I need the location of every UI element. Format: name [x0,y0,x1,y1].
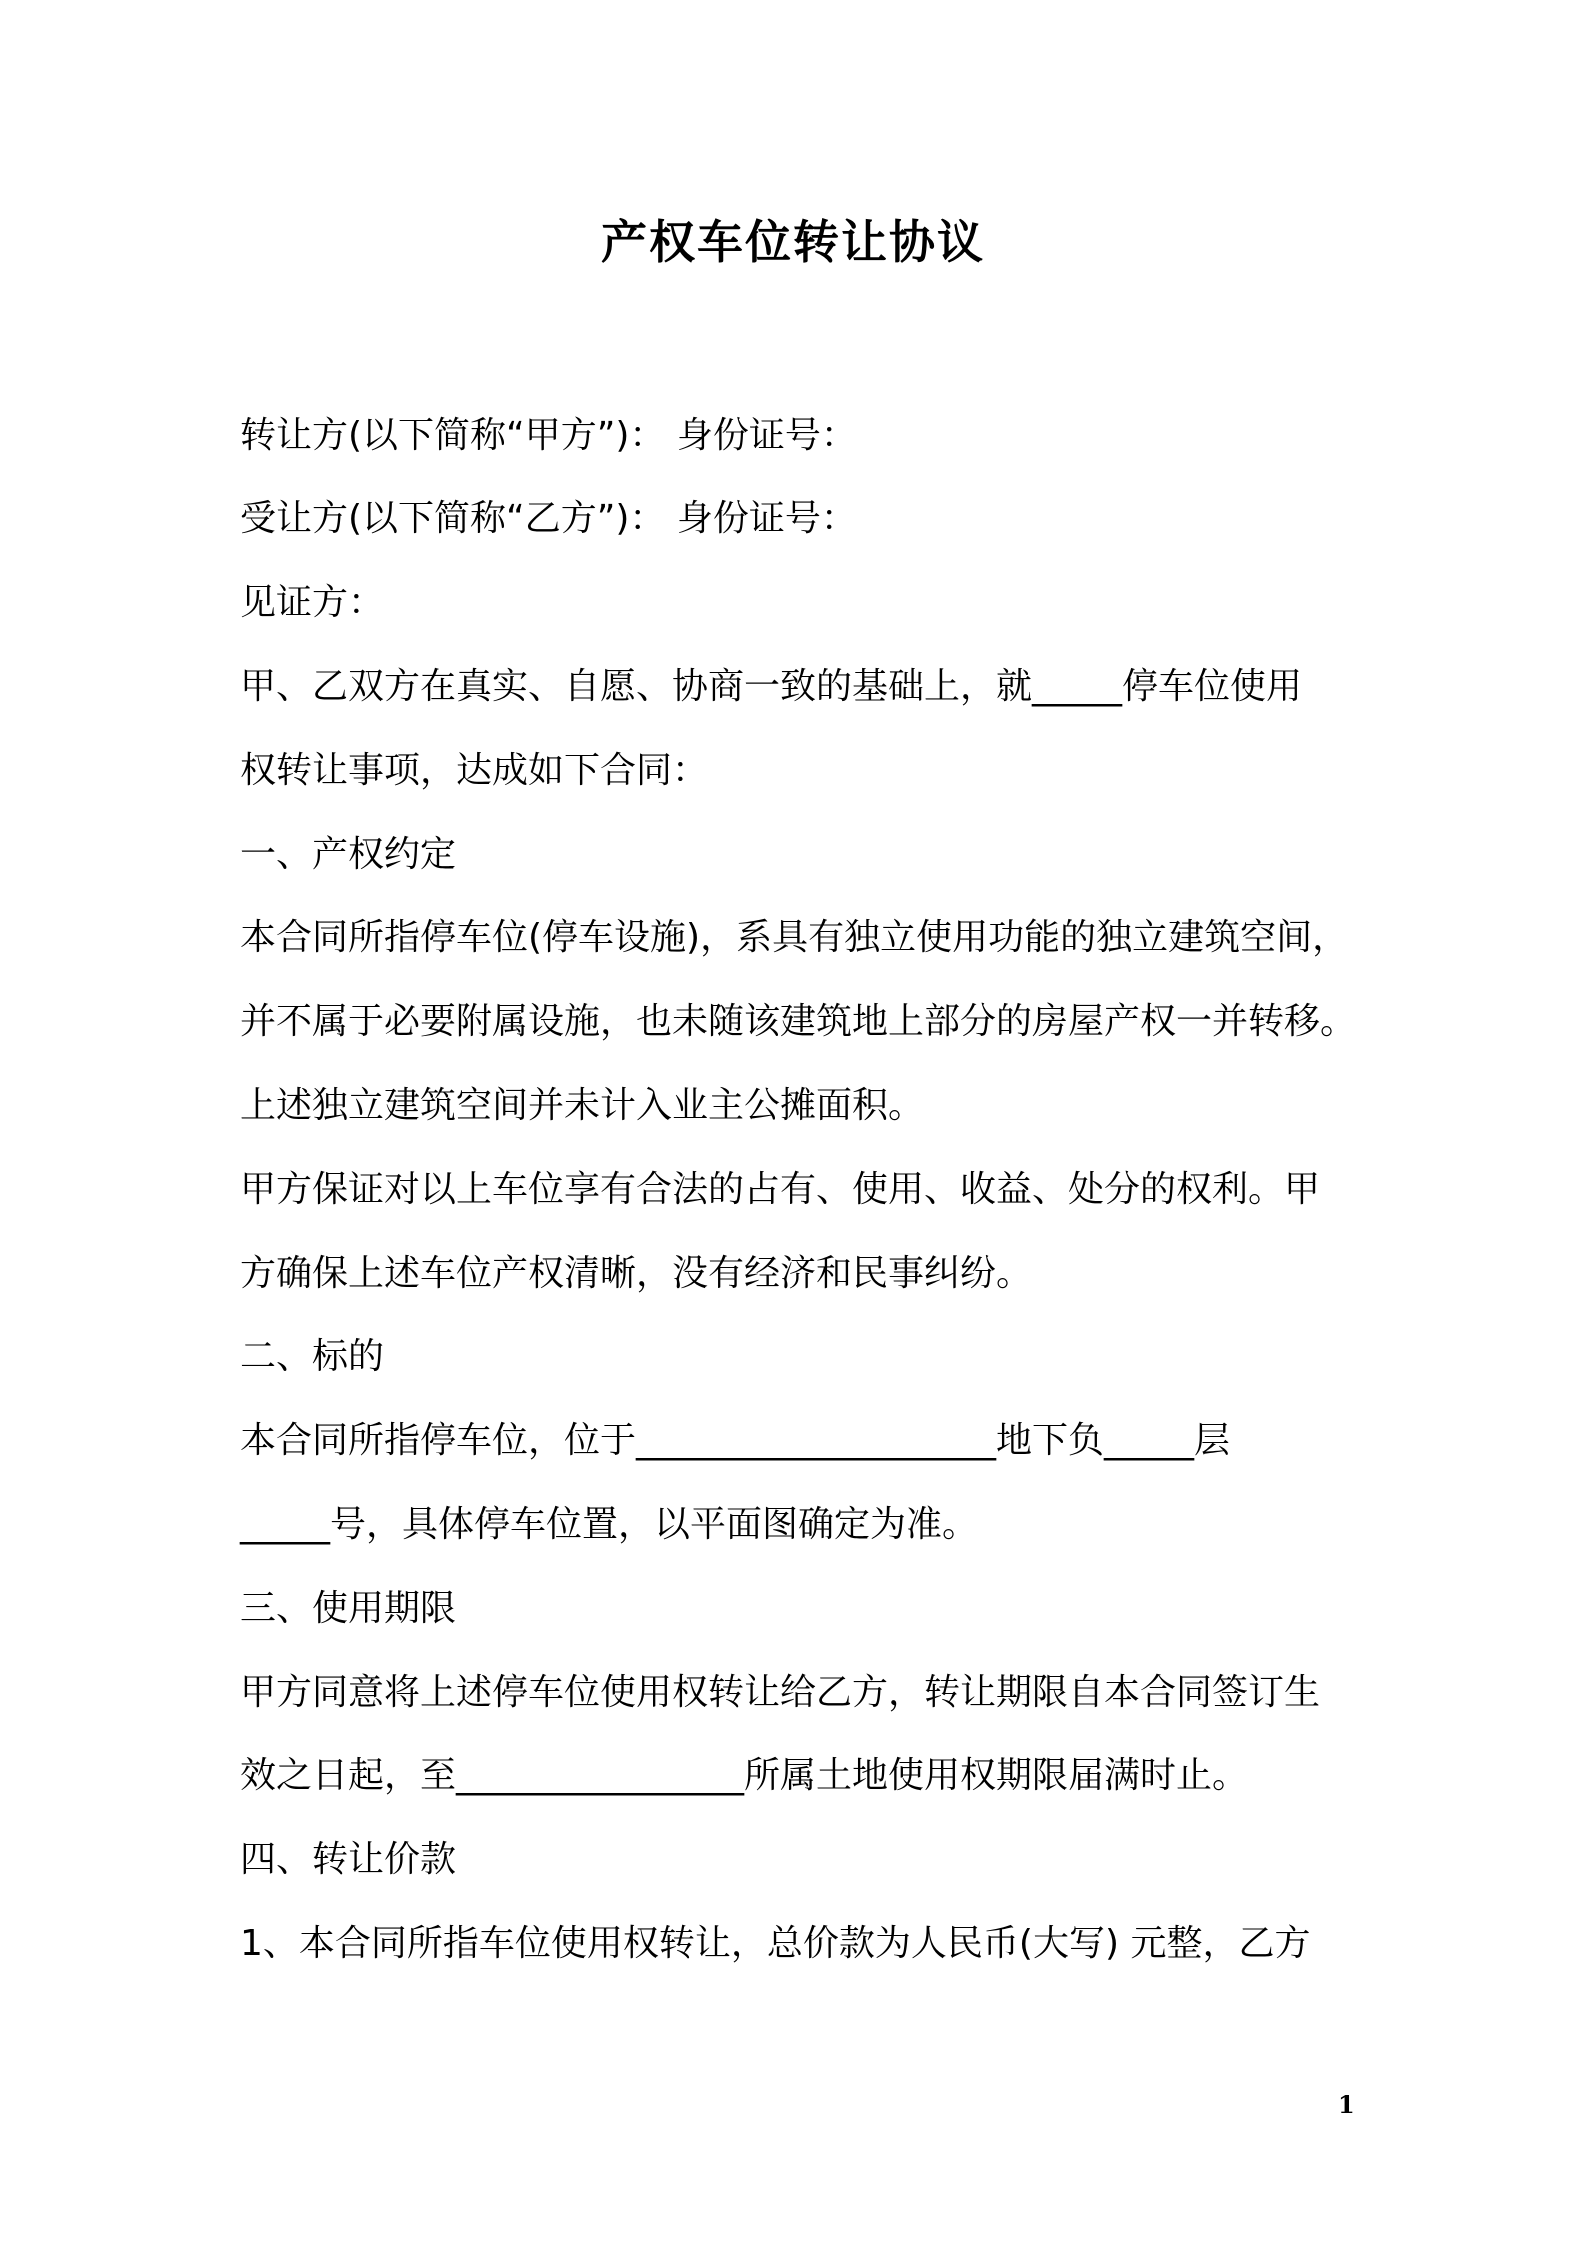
party-b-line: 受让方(以下简称“乙方”)： 身份证号： [240,498,857,539]
party-a-line: 转让方(以下简称“甲方”)： 身份证号： [240,415,857,456]
paragraph-line: _____号，具体停车位置，以平面图确定为准。 [240,1504,979,1545]
document-title: 产权车位转让协议 [601,215,985,269]
section-heading-2: 二、标的 [240,1336,385,1377]
section-heading-3: 三、使用期限 [240,1588,457,1629]
paragraph-line: 方确保上述车位产权清晰，没有经济和民事纠纷。 [240,1253,1033,1294]
paragraph-line: 甲、乙双方在真实、自愿、协商一致的基础上，就_____停车位使用 [240,666,1303,707]
paragraph-line: 本合同所指停车位，位于____________________地下负_____层 [240,1420,1231,1461]
paragraph-line: 权转让事项，达成如下合同： [240,750,709,791]
paragraph-line: 并不属于必要附属设施，也未随该建筑地上部分的房屋产权一并转移。 [240,1001,1357,1042]
paragraph-line: 甲方同意将上述停车位使用权转让给乙方，转让期限自本合同签订生 [240,1672,1321,1713]
section-heading-1: 一、产权约定 [240,834,457,875]
paragraph-line: 甲方保证对以上车位享有合法的占有、使用、收益、处分的权利。甲 [240,1169,1321,1210]
paragraph-line: 上述独立建筑空间并未计入业主公摊面积。 [240,1085,925,1126]
paragraph-line: 1、本合同所指车位使用权转让，总价款为人民币(大写) 元整，乙方 [240,1923,1311,1964]
page-number: 1 [1338,2090,1355,2119]
paragraph-line: 效之日起，至________________所属土地使用权期限届满时止。 [240,1755,1249,1796]
section-heading-4: 四、转让价款 [240,1839,457,1880]
witness-line: 见证方： [240,582,385,623]
paragraph-line: 本合同所指停车位(停车设施)，系具有独立使用功能的独立建筑空间， [240,917,1349,958]
